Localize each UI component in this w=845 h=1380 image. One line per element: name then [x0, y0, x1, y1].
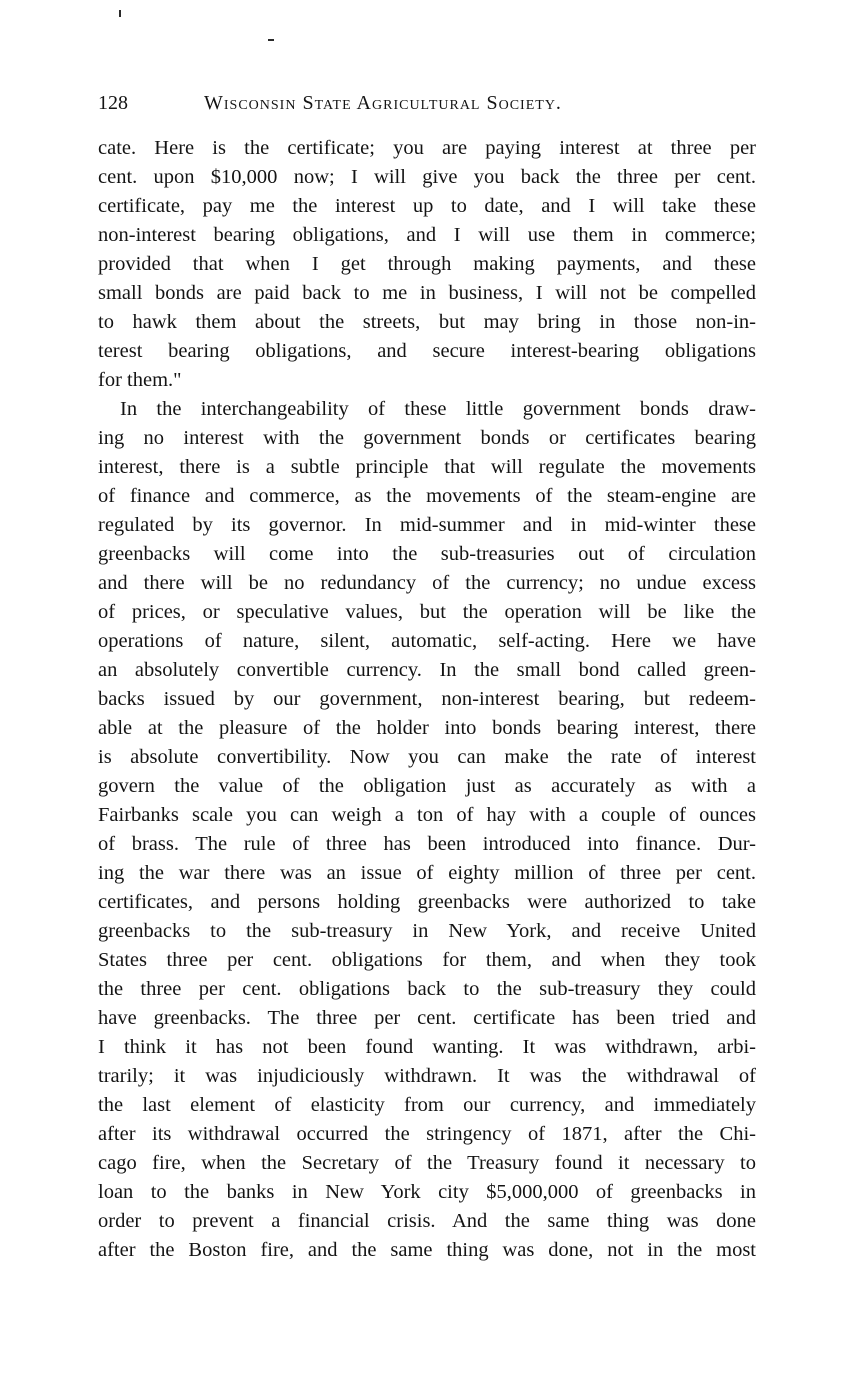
- text-line: small bonds are paid back to me in business, I will not be compelled: [98, 282, 756, 304]
- text-line: backs issued by our government, non-interest bearing, but redeem-: [98, 688, 756, 710]
- text-line: operations of nature, silent, automatic, self-acting. Here we have: [98, 630, 756, 652]
- text-line: for them.": [98, 369, 182, 391]
- text-line: cago fire, when the Secretary of the Treasury found it necessary to: [98, 1152, 756, 1174]
- text-line: have greenbacks. The three per cent. certificate has been tried and: [98, 1007, 756, 1029]
- text-line: certificate, pay me the interest up to date, and I will take these: [98, 195, 756, 217]
- text-line: non-interest bearing obligations, and I will use them in commerce;: [98, 224, 756, 246]
- page-header: [98, 88, 758, 118]
- text-line: trarily; it was injudiciously withdrawn. It was the withdrawal of: [98, 1065, 756, 1087]
- text-line: an absolutely convertible currency. In the small bond called green-: [98, 659, 756, 681]
- text-line: greenbacks to the sub-treasury in New York, and receive United: [98, 920, 756, 942]
- paragraph-2: [98, 395, 756, 1265]
- text-line: ing no interest with the government bonds or certificates bearing: [98, 427, 756, 449]
- text-line: of finance and commerce, as the movements of the steam-engine are: [98, 485, 756, 507]
- text-line: after the Boston fire, and the same thing was done, not in the most: [98, 1239, 756, 1261]
- text-line: the three per cent. obligations back to the sub-treasury they could: [98, 978, 756, 1000]
- text-line: to hawk them about the streets, but may bring in those non-in-: [98, 311, 756, 333]
- text-line: greenbacks will come into the sub-treasuries out of circulation: [98, 543, 756, 565]
- text-line: after its withdrawal occurred the stringency of 1871, after the Chi-: [98, 1123, 756, 1145]
- text-line: loan to the banks in New York city $5,000,000 of greenbacks in: [98, 1181, 756, 1203]
- text-line: and there will be no redundancy of the currency; no undue excess: [98, 572, 756, 594]
- ink-speck-top: [119, 10, 121, 17]
- text-line: the last element of elasticity from our currency, and immediately: [98, 1094, 756, 1116]
- text-line: regulated by its governor. In mid-summer and in mid-winter these: [98, 514, 756, 536]
- text-line: provided that when I get through making payments, and these: [98, 253, 756, 275]
- text-line: cent. upon $10,000 now; I will give you back the three per cent.: [98, 166, 756, 188]
- text-line: govern the value of the obligation just as accurately as with a: [98, 775, 756, 797]
- text-line: terest bearing obligations, and secure interest-bearing obligations: [98, 340, 756, 362]
- text-line: is absolute convertibility. Now you can make the rate of interest: [98, 746, 756, 768]
- text-line: cate. Here is the certificate; you are paying interest at three per: [98, 137, 756, 159]
- text-line: of brass. The rule of three has been introduced into finance. Dur-: [98, 833, 756, 855]
- paragraph-1: [98, 134, 756, 395]
- text-line: Fairbanks scale you can weigh a ton of hay with a couple of ounces: [98, 804, 756, 826]
- text-line: of prices, or speculative values, but the operation will be like the: [98, 601, 756, 623]
- text-line: certificates, and persons holding greenbacks were authorized to take: [98, 891, 756, 913]
- ink-speck-top-center: [268, 39, 274, 41]
- running-head: Wisconsin State Agricultural Society.: [204, 92, 562, 114]
- text-line: In the interchangeability of these little government bonds draw-: [120, 398, 756, 420]
- text-line: able at the pleasure of the holder into bonds bearing interest, there: [98, 717, 756, 739]
- page-number: 128: [98, 92, 128, 114]
- text-line: ing the war there was an issue of eighty million of three per cent.: [98, 862, 756, 884]
- text-line: order to prevent a financial crisis. And the same thing was done: [98, 1210, 756, 1232]
- body-text: [98, 134, 756, 1265]
- text-line: I think it has not been found wanting. It was withdrawn, arbi-: [98, 1036, 756, 1058]
- text-line: States three per cent. obligations for them, and when they took: [98, 949, 756, 971]
- text-line: interest, there is a subtle principle that will regulate the movements: [98, 456, 756, 478]
